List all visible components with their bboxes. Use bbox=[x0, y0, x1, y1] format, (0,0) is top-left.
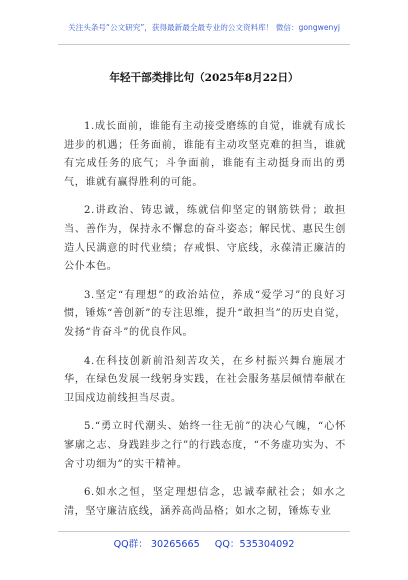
paragraph-4: 4.在科技创新前沿刻苦攻关，在乡村振兴舞台施展才华，在绿色发展一线躬身实践，在社会服务基层倾情奉献在卫国戍边前线担当尽责。 bbox=[64, 355, 346, 404]
header-banner: 关注头条号“公文研究”，获得最新最全最专业的公文资料库！ 微信：gongwenyj bbox=[68, 23, 340, 32]
document-title: 年轻干部类排比句（2025年8月22日） bbox=[109, 72, 299, 84]
footer-qq-group: QQ群： 30265665 bbox=[113, 539, 200, 550]
document-body bbox=[64, 118, 346, 531]
footer-qq-number: QQ：535304092 bbox=[214, 539, 295, 550]
paragraph-6: 6.如水之恒，坚定理想信念，忠诚奉献社会；如水之清，坚守廉洁底线，涵养高尚品格；如水之韧，锤炼专业 bbox=[64, 487, 346, 517]
paragraph-2: 2.讲政治、铸忠诚，练就信仰坚定的钢筋铁骨；敢担当、善作为，保持永不懈怠的奋斗姿态；解民忧、惠民生创造人民满意的时代业绩；存戒惧、守底线，永葆清正廉洁的公仆本色。 bbox=[64, 205, 346, 273]
paragraph-3: 3.坚定“有理想”的政治站位，养成“爱学习”的良好习惯，锤炼“善创新”的专注思维，提升“敢担当”的历史自觉，发扬“肯奋斗”的优良作风。 bbox=[64, 289, 346, 338]
footer bbox=[0, 536, 408, 550]
header-divider bbox=[58, 44, 350, 45]
footer-divider bbox=[58, 531, 350, 532]
paragraph-1: 1.成长面前，谁能有主动接受磨练的自觉，谁就有成长进步的机遇；任务面前，谁能有主动攻坚克难的担当，谁就有完成任务的底气；斗争面前，谁能有主动挺身而出的勇气，谁就有赢得胜利的可能。 bbox=[64, 121, 346, 188]
paragraph-5: 5.“勇立时代潮头、始终一往无前”的决心气魄，“心怀寥廓之志、身践跬步之行”的行践态度，“不务虚功实为、不舍寸功细为”的实干精神。 bbox=[64, 421, 346, 470]
